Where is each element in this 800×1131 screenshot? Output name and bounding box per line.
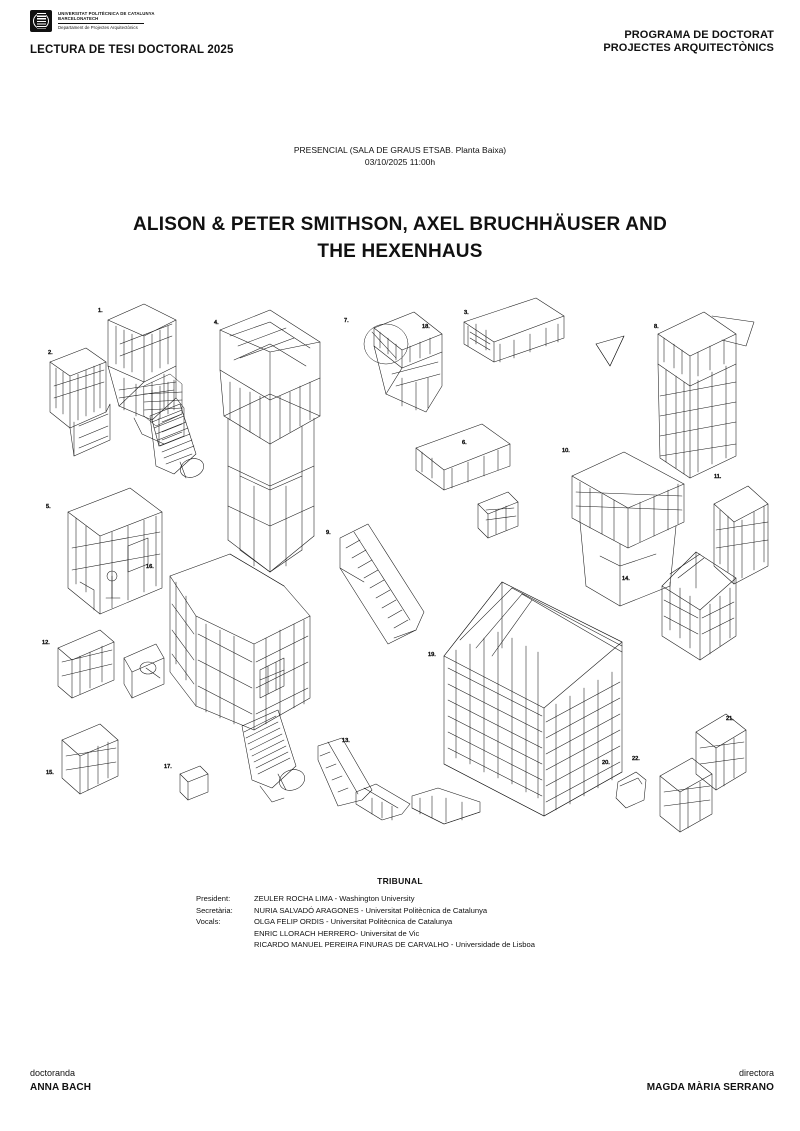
tribunal-member: RICARDO MANUEL PEREIRA FINURAS DE CARVALHO - Universidade de Lisboa — [254, 940, 535, 950]
svg-text:13.: 13. — [342, 738, 350, 744]
drawing-part-4 — [220, 310, 320, 572]
program-line2: PROJECTES ARQUITECTÒNICS — [603, 41, 774, 54]
tribunal-member: ZEULER ROCHA LIMA - Washington University — [254, 894, 415, 903]
svg-text:19.: 19. — [428, 652, 436, 658]
venue-place: PRESENCIAL (SALA DE GRAUS ETSAB. Planta Baixa) — [293, 145, 507, 155]
svg-text:15.: 15. — [46, 770, 54, 776]
program-block — [603, 29, 774, 55]
drawing-part-3 — [464, 298, 564, 362]
drawing-part-2 — [50, 348, 110, 456]
drawing-part-22 — [660, 758, 712, 832]
svg-text:14.: 14. — [622, 576, 630, 582]
page-title: ALISON & PETER SMITHSON, AXEL BRUCHHÄUSER AND THE HEXENHAUS — [133, 214, 667, 262]
svg-text:20.: 20. — [602, 760, 610, 766]
tribunal-label-president: President: — [196, 894, 231, 903]
drawing-part-6 — [416, 424, 510, 490]
drawing-part-6b — [478, 492, 518, 538]
drawing-part-9 — [340, 524, 424, 644]
svg-text:12.: 12. — [42, 640, 50, 646]
footer-directora-role: directora — [738, 1067, 774, 1078]
svg-text:21.: 21. — [726, 716, 734, 722]
venue-block — [0, 144, 800, 169]
footer-doctoranda-role: doctoranda — [30, 1067, 76, 1078]
svg-text:3.: 3. — [464, 310, 469, 316]
drawing-part-13 — [318, 738, 372, 806]
drawing-part-1b — [144, 374, 182, 426]
university-name-line1: UNIVERSITAT POLITÈCNICA DE CATALUNYA — [58, 11, 155, 16]
department-name: Departament de Projectes Arquitectònics — [58, 25, 138, 31]
footer-doctoranda — [30, 1067, 91, 1096]
svg-text:1.: 1. — [98, 308, 103, 314]
svg-text:16.: 16. — [146, 564, 154, 570]
drawing-part-16 — [170, 554, 310, 730]
university-text-block — [58, 10, 155, 30]
tribunal-label-vocals: Vocals: — [196, 917, 221, 927]
drawing-part-11 — [714, 486, 768, 584]
tribunal-section — [0, 876, 800, 951]
tribunal-row-president — [196, 893, 800, 905]
svg-text:9.: 9. — [326, 530, 331, 536]
tribunal-row-secretaria — [196, 905, 800, 917]
lectura-label: LECTURA DE TESI DOCTORAL 2025 — [30, 44, 234, 56]
svg-text:7.: 7. — [344, 318, 349, 324]
tribunal-members-president — [254, 893, 800, 905]
page-header — [0, 0, 800, 78]
drawing-part-17 — [180, 766, 208, 800]
drawing-part-7b — [596, 336, 624, 366]
drawing-part-7 — [364, 324, 408, 364]
tribunal-member: ENRIC LLORACH HERRERO- Universitat de Vic — [254, 928, 420, 938]
tribunal-members-secretaria — [254, 905, 800, 917]
drawing-part-16b — [242, 710, 308, 802]
svg-text:6.: 6. — [462, 440, 467, 446]
svg-text:10.: 10. — [562, 448, 570, 454]
svg-text:17.: 17. — [164, 764, 172, 770]
university-name-line2: BARCELONATECH — [58, 16, 99, 22]
footer-directora — [647, 1067, 774, 1096]
drawing-part-10 — [572, 452, 684, 606]
tribunal-heading: TRIBUNAL — [377, 876, 423, 886]
drawing-part-20 — [616, 772, 646, 808]
upc-logo-block — [30, 10, 155, 32]
tribunal-member: OLGA FELIP ORDIS - Universitat Politècnica de Catalunya — [254, 917, 453, 927]
tribunal-rows — [196, 893, 800, 951]
drawing-part-15 — [62, 724, 118, 794]
svg-text:11.: 11. — [714, 474, 722, 480]
drawing-part-12 — [58, 630, 114, 698]
hexenhaus-drawing — [24, 286, 776, 846]
svg-text:2.: 2. — [48, 350, 53, 356]
logo-divider — [58, 23, 144, 24]
svg-text:5.: 5. — [46, 504, 51, 510]
drawing-part-13b — [356, 784, 410, 820]
svg-text:4.: 4. — [214, 320, 219, 326]
program-line1: PROGRAMA DE DOCTORAT — [624, 29, 774, 41]
drawing-part-13c — [412, 788, 480, 824]
tribunal-member: NURIA SALVADÓ ARAGONES - Universitat Politècnica de Catalunya — [254, 905, 488, 915]
drawing-part-8 — [658, 312, 754, 478]
svg-text:18.: 18. — [422, 324, 430, 330]
upc-logo-icon — [30, 10, 52, 32]
drawing-part-12b — [124, 644, 164, 698]
footer-doctoranda-name: ANNA BACH — [30, 1082, 92, 1093]
drawing-part-14 — [662, 552, 736, 660]
svg-text:8.: 8. — [654, 324, 659, 330]
venue-datetime: 03/10/2025 11:00h — [364, 157, 436, 168]
tribunal-members-vocals — [254, 916, 800, 951]
tribunal-label-secretaria: Secretària: — [196, 905, 233, 915]
drawing-part-18 — [374, 312, 442, 412]
drawing-part-1 — [108, 304, 184, 446]
drawing-part-5 — [68, 488, 162, 614]
svg-text:22.: 22. — [632, 756, 640, 762]
drawing-part-19 — [444, 582, 622, 816]
footer-directora-name: MAGDA MÀRIA SERRANO — [646, 1082, 774, 1093]
tribunal-row-vocals — [196, 916, 800, 951]
